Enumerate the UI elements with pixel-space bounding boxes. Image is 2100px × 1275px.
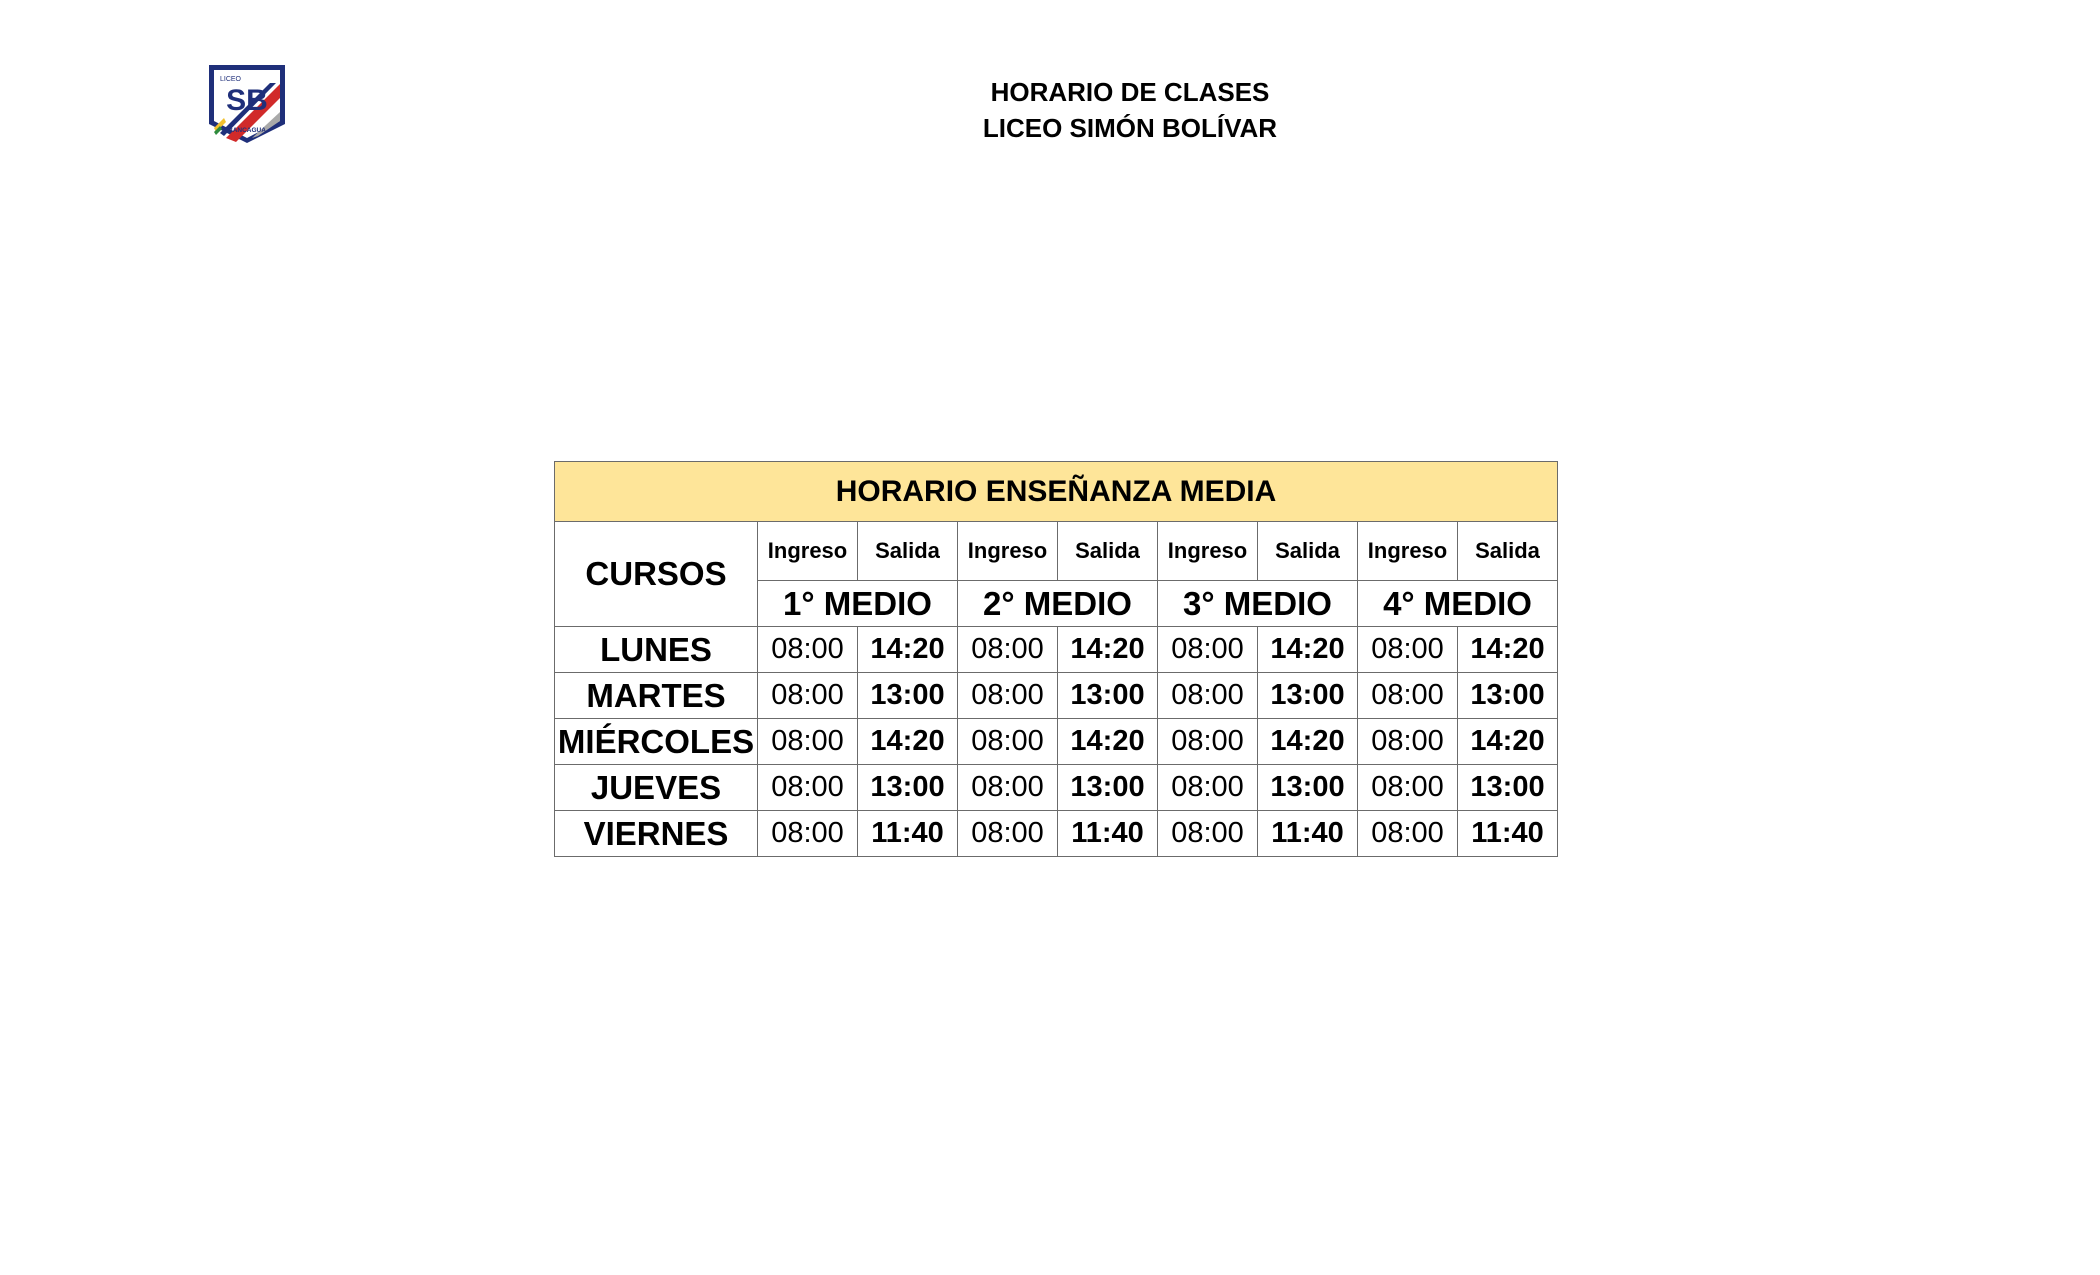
exit-time-cell: 13:00	[1458, 765, 1558, 811]
exit-time-cell: 13:00	[1058, 765, 1158, 811]
logo-bottom-text: RANCAGUA	[228, 127, 266, 134]
table-row	[555, 673, 1558, 719]
entry-time-cell: 08:00	[1358, 719, 1458, 765]
exit-time-cell: 13:00	[1258, 673, 1358, 719]
grade-header: 3° MEDIO	[1158, 581, 1358, 627]
cursos-header: CURSOS	[555, 522, 758, 627]
exit-time-cell: 14:20	[858, 719, 958, 765]
table-row	[555, 719, 1558, 765]
entry-time-cell: 08:00	[1158, 811, 1258, 857]
entry-time-cell: 08:00	[1158, 673, 1258, 719]
header-school-name: LICEO SIMÓN BOLÍVAR	[982, 113, 1278, 143]
exit-time-cell: 11:40	[858, 811, 958, 857]
ingreso-header: Ingreso	[958, 522, 1058, 581]
exit-time-cell: 14:20	[1258, 627, 1358, 673]
exit-time-cell: 14:20	[1458, 627, 1558, 673]
io-header-row	[555, 522, 1558, 581]
entry-time-cell: 08:00	[958, 719, 1058, 765]
exit-time-cell: 11:40	[1458, 811, 1558, 857]
grade-header: 2° MEDIO	[958, 581, 1158, 627]
table-row	[555, 627, 1558, 673]
ingreso-header: Ingreso	[758, 522, 858, 581]
entry-time-cell: 08:00	[758, 673, 858, 719]
ingreso-header: Ingreso	[1358, 522, 1458, 581]
exit-time-cell: 13:00	[1258, 765, 1358, 811]
table-row	[555, 811, 1558, 857]
salida-header: Salida	[1058, 522, 1158, 581]
document-header	[880, 74, 1380, 146]
entry-time-cell: 08:00	[1358, 811, 1458, 857]
schedule-table	[554, 461, 1558, 857]
exit-time-cell: 13:00	[1058, 673, 1158, 719]
salida-header: Salida	[1458, 522, 1558, 581]
entry-time-cell: 08:00	[1158, 627, 1258, 673]
table-title-row	[555, 462, 1558, 522]
day-label: VIERNES	[555, 811, 758, 857]
ingreso-header: Ingreso	[1158, 522, 1258, 581]
entry-time-cell: 08:00	[1358, 765, 1458, 811]
school-crest-icon	[206, 62, 288, 146]
entry-time-cell: 08:00	[758, 627, 858, 673]
entry-time-cell: 08:00	[1158, 765, 1258, 811]
day-label: LUNES	[555, 627, 758, 673]
exit-time-cell: 13:00	[858, 673, 958, 719]
exit-time-cell: 14:20	[1058, 719, 1158, 765]
entry-time-cell: 08:00	[958, 627, 1058, 673]
entry-time-cell: 08:00	[958, 673, 1058, 719]
exit-time-cell: 14:20	[1058, 627, 1158, 673]
logo-top-text: LICEO	[220, 76, 242, 83]
exit-time-cell: 14:20	[1258, 719, 1358, 765]
schedule-body	[555, 627, 1558, 857]
exit-time-cell: 13:00	[1458, 673, 1558, 719]
entry-time-cell: 08:00	[1158, 719, 1258, 765]
table-row	[555, 765, 1558, 811]
entry-time-cell: 08:00	[1358, 673, 1458, 719]
exit-time-cell: 14:20	[1458, 719, 1558, 765]
exit-time-cell: 14:20	[858, 627, 958, 673]
logo-initials: SB	[226, 84, 268, 117]
school-logo	[206, 62, 288, 146]
grade-header: 4° MEDIO	[1358, 581, 1558, 627]
salida-header: Salida	[858, 522, 958, 581]
header-title: HORARIO DE CLASES	[990, 77, 1270, 107]
entry-time-cell: 08:00	[1358, 627, 1458, 673]
grade-header: 1° MEDIO	[758, 581, 958, 627]
exit-time-cell: 13:00	[858, 765, 958, 811]
entry-time-cell: 08:00	[758, 765, 858, 811]
exit-time-cell: 11:40	[1058, 811, 1158, 857]
salida-header: Salida	[1258, 522, 1358, 581]
entry-time-cell: 08:00	[958, 811, 1058, 857]
day-label: MARTES	[555, 673, 758, 719]
entry-time-cell: 08:00	[758, 719, 858, 765]
day-label: JUEVES	[555, 765, 758, 811]
table-title: HORARIO ENSEÑANZA MEDIA	[555, 462, 1558, 522]
entry-time-cell: 08:00	[758, 811, 858, 857]
entry-time-cell: 08:00	[958, 765, 1058, 811]
exit-time-cell: 11:40	[1258, 811, 1358, 857]
day-label: MIÉRCOLES	[555, 719, 758, 765]
